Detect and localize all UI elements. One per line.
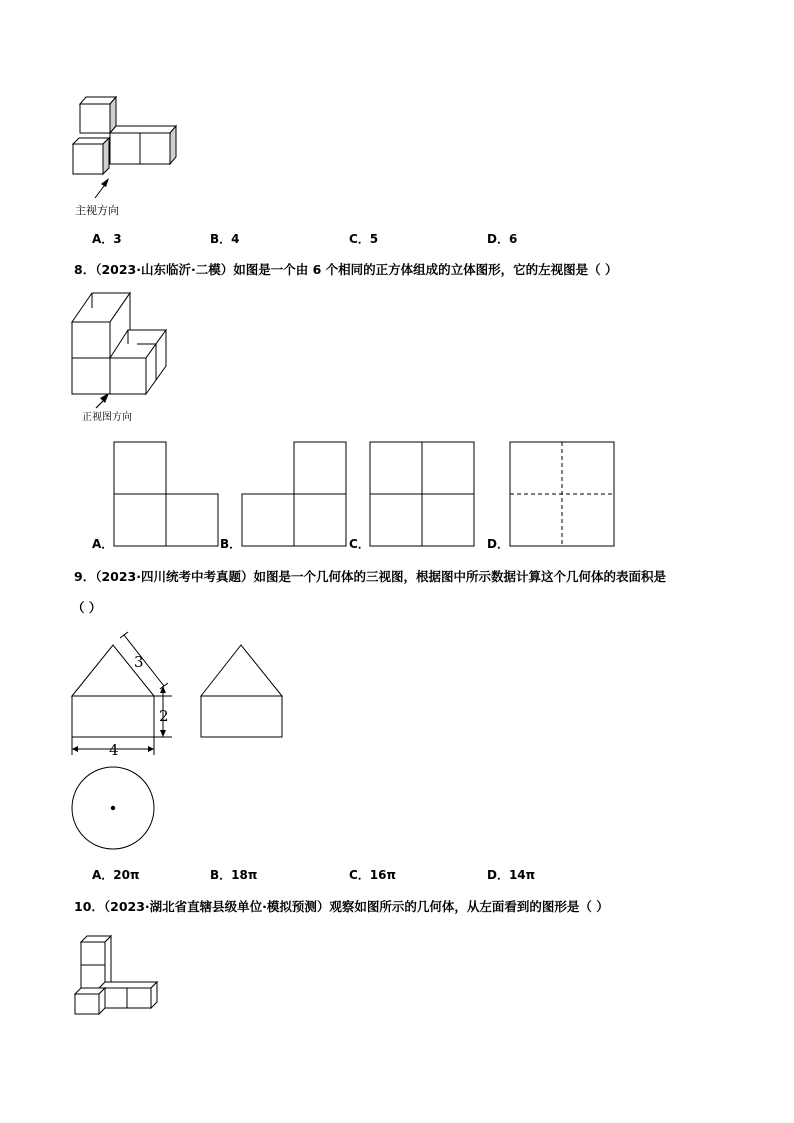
q8-option-c: C．	[349, 537, 370, 551]
q8-view-caption: 正视图方向	[82, 412, 132, 423]
q9-option-d: D．14π	[487, 868, 536, 882]
q9-option-a: A．20π	[92, 868, 140, 882]
q7-option-a: A．3	[92, 232, 122, 246]
q9-question-text: 9．（2023·四川统考中考真题）如图是一个几何体的三视图，根据图中所示数据计算这个几何体的表面积是	[74, 569, 666, 584]
q8-option-a: A．	[92, 537, 114, 551]
q9-height-label: 2	[159, 707, 169, 725]
q7-option-c: C．5	[349, 232, 379, 246]
q9-slant-label: 3	[134, 653, 144, 671]
q10-question-text: 10．（2023·湖北省直辖县级单位·模拟预测）观察如图所示的几何体，从左面看到的图形是（ ）	[74, 899, 609, 914]
q9-width-label: 4	[109, 741, 119, 759]
q8-option-b: B．	[220, 537, 242, 551]
q8-question-text: 8．（2023·山东临沂·二模）如图是一个由 6 个相同的正方体组成的立体图形，它的左视图是（ ）	[74, 262, 618, 277]
q9-question-paren: （ ）	[72, 600, 102, 615]
q9-option-b: B．18π	[210, 868, 258, 882]
q8-option-d: D．	[487, 537, 509, 551]
q10-cube-figure	[0, 0, 120, 120]
q7-option-d: D．6	[487, 232, 518, 246]
q9-option-c: C．16π	[349, 868, 396, 882]
q7-view-caption: 主视方向	[75, 204, 119, 217]
q7-option-b: B．4	[210, 232, 240, 246]
